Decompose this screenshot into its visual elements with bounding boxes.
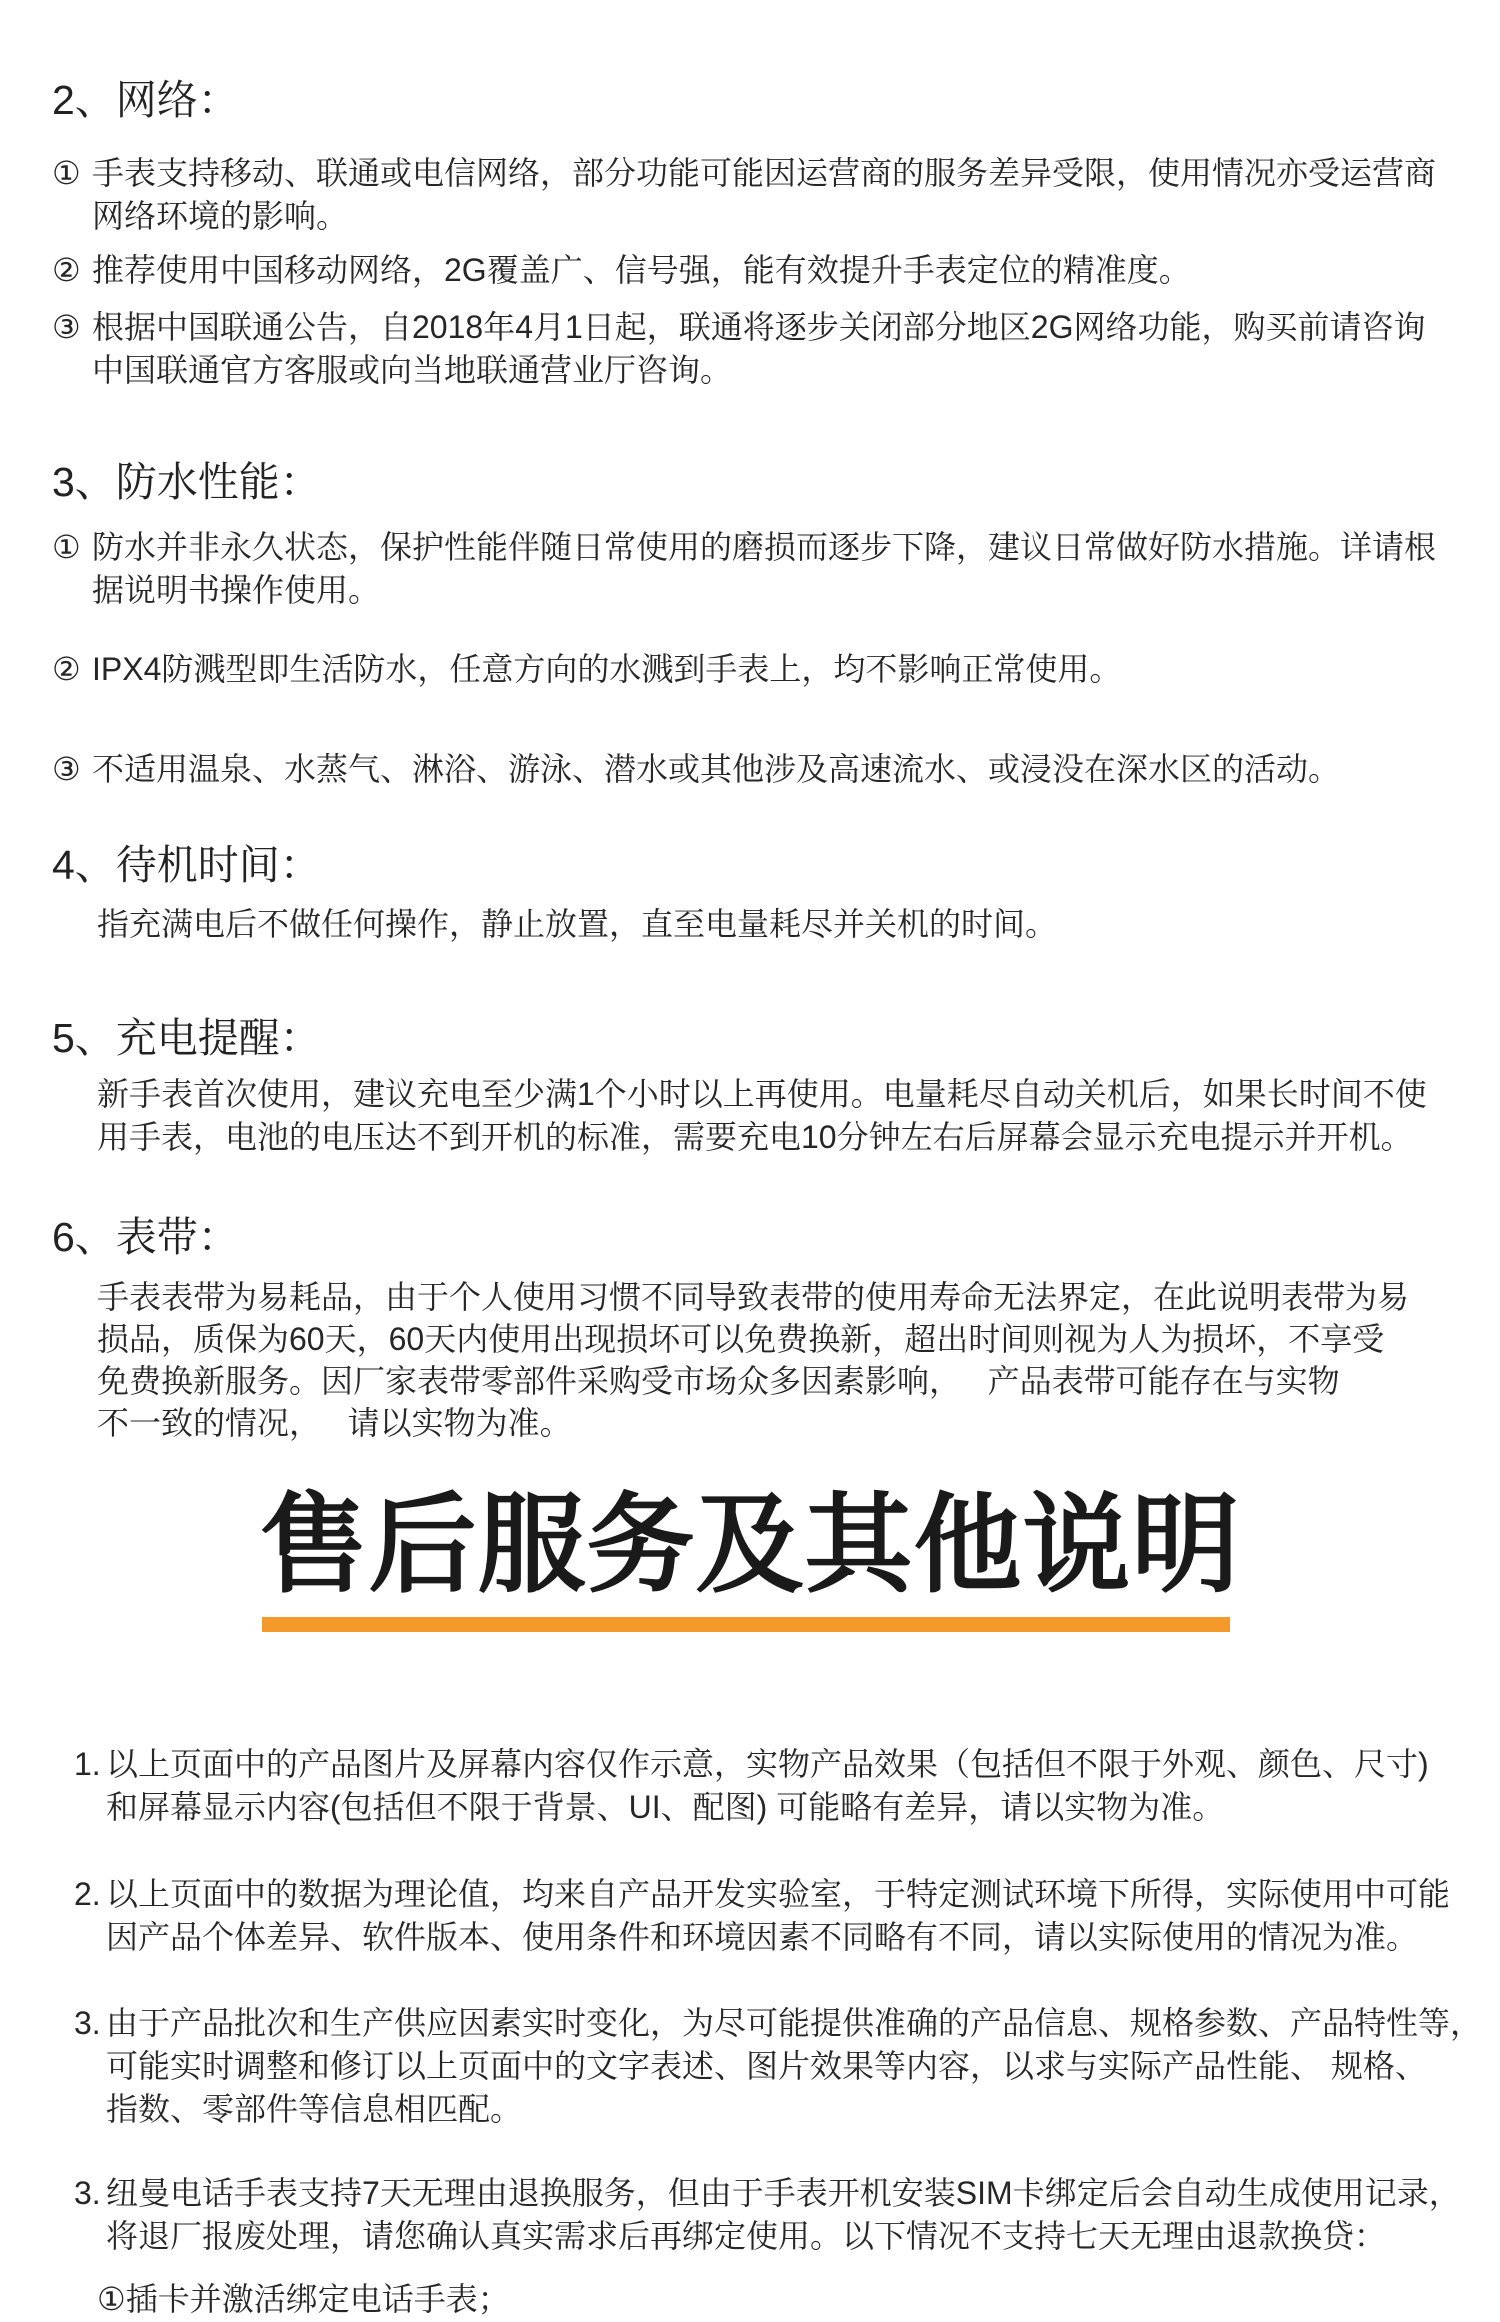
item-text-line: 因产品个体差异、软件版本、使用条件和环境因素不同略有不同，请以实际使用的情况为准。 bbox=[106, 1919, 1419, 1955]
paragraph-line: 新手表首次使用，建议充电至少满1个小时以上再使用。电量耗尽自动关机后，如果长时间不使 bbox=[97, 1076, 1427, 1112]
item-marker: ② bbox=[52, 651, 81, 687]
item-text-line: 和屏幕显示内容(包括但不限于背景、UI、配图) 可能略有差异，请以实物为准。 bbox=[106, 1789, 1225, 1825]
item-text-line: 根据中国联通公告，自2018年4月1日起，联通将逐步关闭部分地区2G网络功能，购买前请咨询 bbox=[92, 309, 1426, 345]
item-text-line: 将退厂报废处理，请您确认真实需求后再绑定使用。以下情况不支持七天无理由退款换贷： bbox=[106, 2218, 1387, 2254]
item-text-line: 纽曼电话手表支持7天无理由退换服务，但由于手表开机安装SIM卡绑定后会自动生成使用记录， bbox=[106, 2175, 1461, 2211]
item-number: 3. bbox=[74, 2005, 101, 2041]
item-text-line: 以上页面中的数据为理论值，均来自产品开发实验室，于特定测试环境下所得，实际使用中可能 bbox=[106, 1876, 1451, 1912]
item-text-line: 以上页面中的产品图片及屏幕内容仅作示意，实物产品效果（包括但不限于外观、颜色、尺寸) bbox=[106, 1746, 1429, 1782]
list-item bbox=[52, 152, 1472, 238]
section-body-charging bbox=[97, 1073, 1477, 1159]
list-item bbox=[52, 748, 1472, 791]
item-marker: ② bbox=[52, 252, 81, 288]
numbered-item bbox=[74, 2002, 1483, 2131]
paragraph-line: 指充满电后不做任何操作，静止放置，直至电量耗尽并关机的时间。 bbox=[97, 906, 1058, 942]
section-heading-network: 2、网络： bbox=[52, 77, 239, 123]
item-text-line: 网络环境的影响。 bbox=[92, 198, 349, 234]
section-body-strap bbox=[97, 1276, 1477, 1444]
paragraph-line: 不一致的情况， 请以实物为准。 bbox=[97, 1405, 572, 1441]
item-text-line: 据说明书操作使用。 bbox=[92, 572, 381, 608]
list-item bbox=[52, 249, 1472, 292]
paragraph-line: 用手表，电池的电压达不到开机的标准，需要充电10分钟左右后屏幕会显示充电提示并开机。 bbox=[97, 1119, 1413, 1155]
item-text-line: 手表支持移动、联通或电信网络，部分功能可能因运营商的服务差异受限，使用情况亦受运营商 bbox=[92, 155, 1437, 191]
paragraph-line: 免费换新服务。因厂家表带零部件采购受市场众多因素影响， 产品表带可能存在与实物 bbox=[97, 1363, 1340, 1399]
item-text-line: 不适用温泉、水蒸气、淋浴、游泳、潜水或其他涉及高速流水、或浸没在深水区的活动。 bbox=[92, 751, 1341, 787]
item-marker: ① bbox=[52, 155, 81, 191]
item-marker: ③ bbox=[52, 309, 81, 345]
section-heading-waterproof: 3、防水性能： bbox=[52, 459, 321, 505]
paragraph-line: 手表表带为易耗品，由于个人使用习惯不同导致表带的使用寿命无法界定，在此说明表带为易 bbox=[97, 1279, 1410, 1315]
numbered-item bbox=[74, 1873, 1474, 1959]
section-heading-charging: 5、充电提醒： bbox=[52, 1015, 321, 1061]
item-number: 1. bbox=[74, 1746, 101, 1782]
item-number: 3. bbox=[74, 2175, 101, 2211]
item-text-line: IPX4防溅型即生活防水，任意方向的水溅到手表上，均不影响正常使用。 bbox=[92, 651, 1122, 687]
item-text-line: 防水并非永久状态，保护性能伴随日常使用的磨损而逐步下降，建议日常做好防水措施。详请根 bbox=[92, 529, 1437, 565]
item-text-line: 由于产品批次和生产供应因素实时变化，为尽可能提供准确的产品信息、规格参数、产品特性等， bbox=[106, 2005, 1483, 2041]
after-sales-title: 售后服务及其他说明 bbox=[259, 1484, 1241, 1605]
list-item bbox=[52, 526, 1472, 612]
item-text-line: 指数、零部件等信息相匹配。 bbox=[106, 2091, 523, 2127]
item-marker: ① bbox=[52, 529, 81, 565]
numbered-item bbox=[74, 2172, 1474, 2258]
section-body-standby bbox=[97, 903, 1477, 946]
item-text-line: 推荐使用中国移动网络，2G覆盖广、信号强，能有效提升手表定位的精准度。 bbox=[92, 252, 1191, 288]
paragraph-line: 损品，质保为60天，60天内使用出现损坏可以免费换新，超出时间则视为人为损坏，不享受 bbox=[97, 1321, 1385, 1357]
numbered-item bbox=[74, 1743, 1474, 1829]
title-underline-bar bbox=[262, 1617, 1230, 1632]
section-heading-strap: 6、表带： bbox=[52, 1214, 239, 1260]
sub-item bbox=[97, 2278, 1477, 2321]
section-heading-standby: 4、待机时间： bbox=[52, 842, 321, 888]
list-item bbox=[52, 306, 1472, 392]
item-text-line: 可能实时调整和修订以上页面中的文字表述、图片效果等内容，以求与实际产品性能、 规格、 bbox=[106, 2048, 1427, 2084]
item-number: 2. bbox=[74, 1876, 101, 1912]
item-marker: ③ bbox=[52, 751, 81, 787]
sub-item-text: ①插卡并激活绑定电话手表； bbox=[97, 2281, 510, 2317]
list-item bbox=[52, 648, 1472, 691]
item-text-line: 中国联通官方客服或向当地联通营业厅咨询。 bbox=[92, 352, 733, 388]
